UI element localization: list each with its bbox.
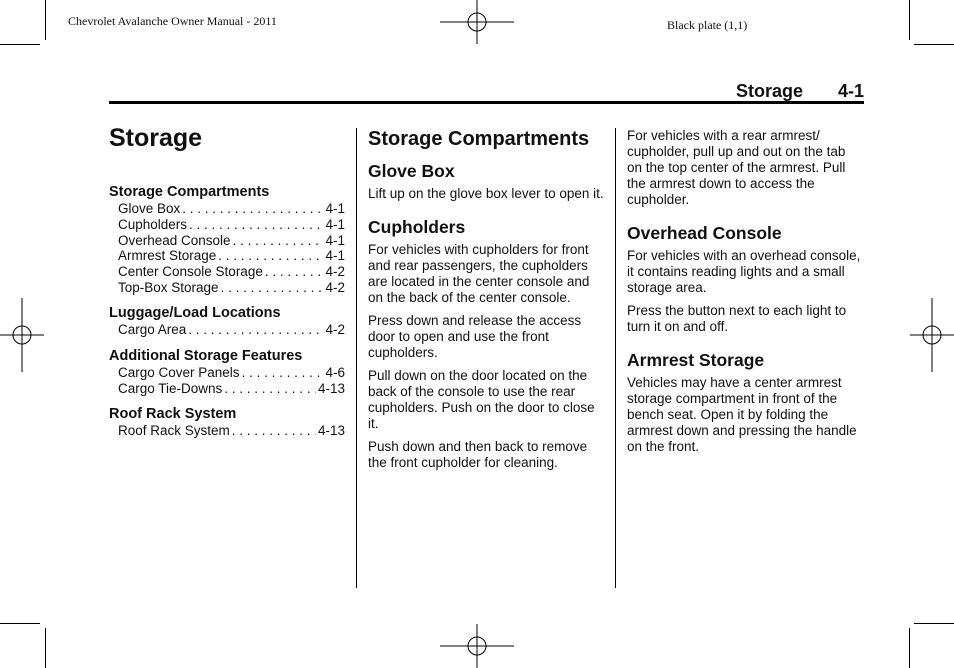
toc-leader xyxy=(188,322,323,338)
toc-entry-label: Armrest Storage xyxy=(118,248,217,264)
crop-mark-top-right-h xyxy=(914,44,954,45)
running-head-page-number: 4-1 xyxy=(838,81,865,101)
toc-leader xyxy=(221,280,324,296)
crop-mark-bottom-left-v xyxy=(45,628,46,668)
toc-entry[interactable] xyxy=(109,264,345,280)
column-3 xyxy=(627,128,863,462)
toc-entry-label: Cupholders xyxy=(118,216,188,232)
toc-entry-page: 4-2 xyxy=(325,264,345,280)
toc-entry[interactable] xyxy=(109,365,345,381)
toc-entry[interactable] xyxy=(109,423,345,439)
toc-entry-page: 4-2 xyxy=(325,279,345,295)
toc-heading: Roof Rack System xyxy=(109,406,237,422)
toc-leader xyxy=(218,248,323,264)
crop-mark-bottom-right-v xyxy=(909,628,910,668)
toc-group xyxy=(109,183,345,296)
toc-entry-page: 4-13 xyxy=(317,380,345,396)
toc-heading: Additional Storage Features xyxy=(109,348,303,364)
toc-entry[interactable] xyxy=(109,248,345,264)
toc-entry-label: Glove Box xyxy=(118,201,181,216)
paragraph: For vehicles with an overhead console, it contains reading lights and a small storage area. xyxy=(627,248,861,295)
header-rule xyxy=(109,101,864,104)
toc-leader xyxy=(265,264,324,280)
crop-mark-top-left-v xyxy=(45,0,46,40)
toc-entry[interactable] xyxy=(109,381,345,397)
toc-heading: Storage Compartments xyxy=(109,184,270,200)
toc-entry-page: 4-1 xyxy=(325,216,345,232)
paragraph: Press the button next to each light to turn it on and off. xyxy=(627,303,847,334)
heading-cupholders: Cupholders xyxy=(368,217,466,237)
toc-entry-label: Cargo Area xyxy=(118,322,187,337)
toc-heading: Luggage/Load Locations xyxy=(109,305,281,321)
toc-entry[interactable] xyxy=(109,280,345,296)
toc-entry[interactable] xyxy=(109,217,345,233)
paragraph: Push down and then back to remove the front cupholder for cleaning. xyxy=(368,439,588,470)
registration-mark-top xyxy=(440,0,514,44)
crop-mark-bottom-left-h xyxy=(0,623,40,624)
running-head-section: Storage xyxy=(736,81,804,101)
column-2 xyxy=(368,127,604,478)
registration-mark-bottom xyxy=(440,624,514,668)
crop-mark-bottom-right-h xyxy=(914,623,954,624)
toc-entry-page: 4-2 xyxy=(325,322,345,337)
heading-overhead-console: Overhead Console xyxy=(627,223,782,243)
toc-group xyxy=(109,347,345,397)
column-divider-1 xyxy=(356,128,357,588)
toc-entry-label: Roof Rack System xyxy=(118,423,230,438)
toc-group xyxy=(109,304,345,338)
toc-entry[interactable] xyxy=(109,322,345,338)
toc-leader xyxy=(182,201,323,217)
paragraph: Vehicles may have a center armrest storage compartment in front of the bench seat. Open it by folding the armrest down and pressing the handle on the front. xyxy=(627,375,857,454)
toc-entry-page: 4-1 xyxy=(325,248,345,264)
toc-leader xyxy=(242,365,324,381)
crop-mark-top-left-h xyxy=(0,44,40,45)
heading-glove-box: Glove Box xyxy=(368,161,455,181)
toc-entry-page: 4-6 xyxy=(325,365,345,380)
heading-armrest-storage: Armrest Storage xyxy=(627,350,765,370)
crop-mark-top-right-v xyxy=(909,0,910,40)
toc-group xyxy=(109,405,345,439)
toc-leader xyxy=(189,217,323,233)
toc-entry[interactable] xyxy=(109,233,345,249)
registration-mark-right xyxy=(910,298,954,372)
toc-entry-label: Overhead Console xyxy=(118,232,231,248)
toc-entry-label: Center Console Storage xyxy=(118,264,263,280)
toc-entry-label: Cargo Cover Panels xyxy=(118,365,240,380)
toc-entry-page: 4-1 xyxy=(325,232,345,248)
paragraph: Pull down on the door located on the back of the console to use the rear cupholders. Push on the door to close it. xyxy=(368,368,595,431)
paragraph: Lift up on the glove box lever to open it. xyxy=(368,186,604,201)
section-title: Storage Compartments xyxy=(368,128,590,150)
toc-entry[interactable] xyxy=(109,201,345,217)
toc-leader xyxy=(224,381,316,397)
print-header-title: Chevrolet Avalanche Owner Manual - 2011 xyxy=(68,14,277,28)
registration-mark-left xyxy=(0,298,44,372)
toc-entry-page: 4-13 xyxy=(317,423,345,438)
toc-entry-page: 4-1 xyxy=(325,201,345,216)
page-title: Storage xyxy=(109,124,203,152)
toc-entry-label: Cargo Tie-Downs xyxy=(118,380,223,396)
toc-leader xyxy=(233,233,324,249)
toc-entry-label: Top-Box Storage xyxy=(118,279,219,295)
print-header-plate: Black plate (1,1) xyxy=(667,18,748,32)
column-divider-2 xyxy=(615,128,616,588)
toc-leader xyxy=(232,423,316,439)
paragraph: For vehicles with a rear armrest/ cupholder, pull up and out on the tab on the top center of the armrest. Pull the armrest down to access the cupholder. xyxy=(627,128,846,207)
paragraph: For vehicles with cupholders for front and rear passengers, the cupholders are located in the center console and on the back of the center console. xyxy=(368,242,590,305)
paragraph: Press down and release the access door to open and use the front cupholders. xyxy=(368,313,582,360)
